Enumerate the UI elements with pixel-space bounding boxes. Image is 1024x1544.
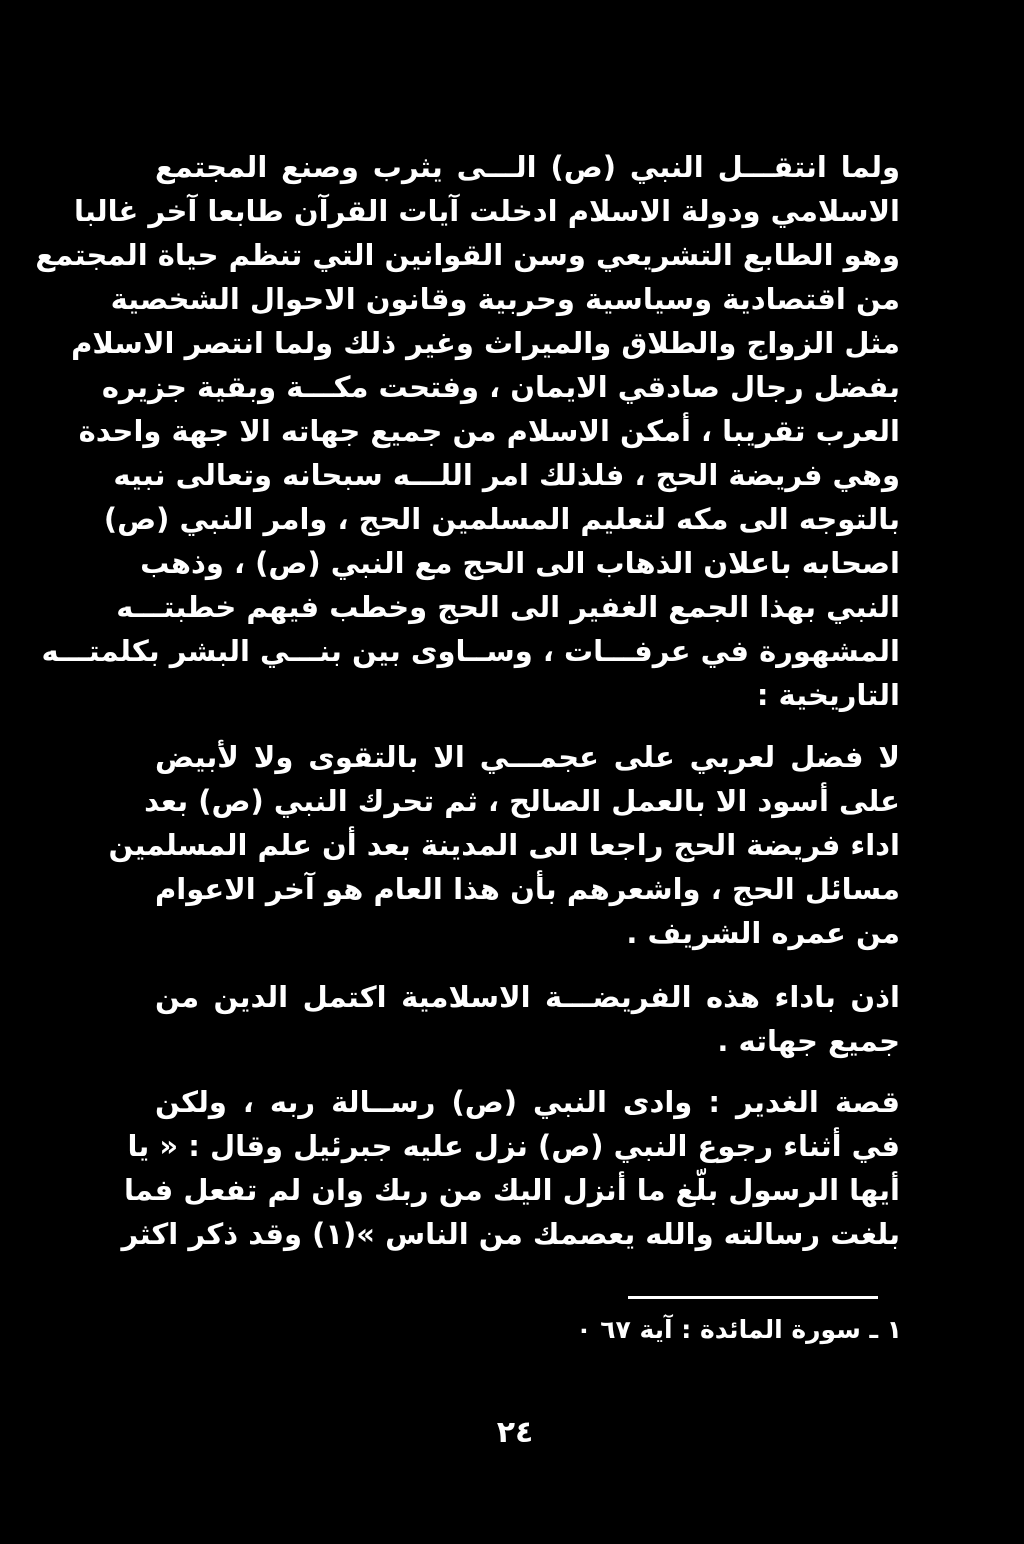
section-heading: قصة الغدير : [708, 1085, 900, 1119]
text-line: بلغت رسالته والله يعصمك من الناس »(١) وقد ذكر اكثر [121, 1217, 900, 1251]
paragraph-4 [121, 1080, 900, 1256]
text-line: النبي بهذا الجمع الغفير الى الحج وخطب فيهم خطبتـــه [116, 590, 900, 624]
text-line: المشهورة في عرفـــات ، وســاوى بين بنـــي البشر بكلمتـــه [41, 634, 900, 668]
text-line: مسائل الحج ، واشعرهم بأن هذا العام هو آخر الاعوام [155, 872, 900, 906]
paragraph-3 [155, 975, 900, 1063]
text-line: في أثناء رجوع النبي (ص) نزل عليه جبرئيل وقال : « يا [127, 1129, 900, 1163]
text-line: وهو الطابع التشريعي وسن القوانين التي تنظم حياة المجتمع [35, 238, 900, 272]
text-line: التاريخية : [756, 678, 900, 712]
text-line: أيها الرسول بلّغ ما أنزل اليك من ربك وان لم تفعل فما [123, 1173, 900, 1207]
text-line: اصحابه باعلان الذهاب الى الحج مع النبي (ص) ، وذهب [140, 546, 900, 580]
text-line: لا فضل لعربي على عجمـــي الا بالتقوى ولا لأبيض [155, 740, 900, 774]
page-number: ٢٤ [496, 1415, 534, 1450]
text-line: من عمره الشريف . [626, 916, 900, 950]
text-line: ولما انتقـــل النبي (ص) الـــى يثرب وصنع المجتمع [155, 150, 900, 184]
text-line: على أسود الا بالعمل الصالح ، ثم تحرك النبي (ص) بعد [144, 784, 900, 818]
text-line: بالتوجه الى مكه لتعليم المسلمين الحج ، وامر النبي (ص) [103, 502, 900, 536]
footnote-divider [628, 1296, 878, 1299]
paragraph-1 [35, 145, 900, 717]
text-line: العرب تقريبا ، أمكن الاسلام من جميع جهاته الا جهة واحدة [78, 414, 900, 448]
text-line: بفضل رجال صادقي الايمان ، وفتحت مكـــة وبقية جزيره [101, 370, 900, 404]
text-line: جميع جهاته . [717, 1024, 900, 1058]
text-line [155, 1080, 900, 1124]
text-line: وهي فريضة الحج ، فلذلك امر اللـــه سبحانه وتعالى نبيه [113, 458, 900, 492]
text-line: مثل الزواج والطلاق والميراث وغير ذلك ولما انتصر الاسلام [71, 326, 900, 360]
text-line-continuation: وادى النبي (ص) رســالة ربه ، ولكن [155, 1085, 693, 1119]
text-line: اداء فريضة الحج راجعا الى المدينة بعد أن علم المسلمين [108, 828, 900, 862]
text-line: اذن باداء هذه الفريضـــة الاسلامية اكتمل الدين من [155, 980, 900, 1014]
text-line: الاسلامي ودولة الاسلام ادخلت آيات القرآن طابعا آخر غالبا [74, 194, 900, 228]
text-line: من اقتصادية وسياسية وحربية وقانون الاحوال الشخصية [110, 282, 900, 316]
footnote: ١ ـ سورة المائدة : آية ٦٧ ٠ [576, 1315, 902, 1344]
paragraph-2 [108, 735, 900, 955]
